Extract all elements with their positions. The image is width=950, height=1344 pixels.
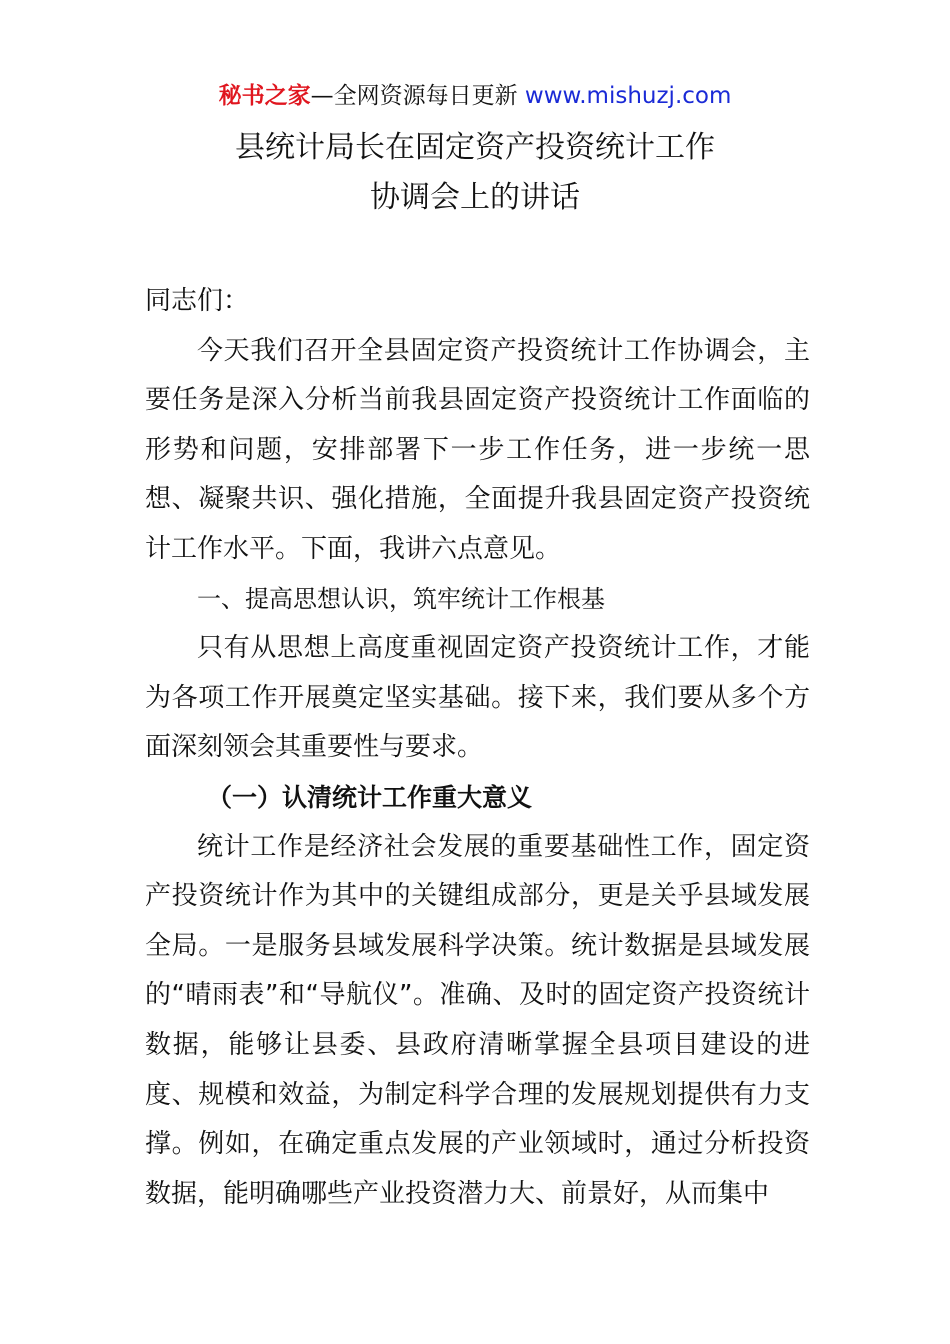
- document-title-line-2: 协调会上的讲话: [370, 180, 580, 215]
- header-tagline: —全网资源每日更新: [310, 83, 518, 109]
- paragraph-section-1: 只有从思想上高度重视固定资产投资统计工作，才能为各项工作开展奠定坚实基础。接下来，我们要从多个方面深刻领会其重要性与要求。: [145, 633, 810, 763]
- site-url-link[interactable]: www.mishuzj.com: [524, 83, 732, 109]
- greeting: 同志们：: [145, 286, 250, 316]
- paragraph-subsection-1: 统计工作是经济社会发展的重要基础性工作，固定资产投资统计作为其中的关键组成部分，更是关乎县域发展全局。一是服务县域发展科学决策。统计数据是县域发展的“晴雨表”和“导航仪”。准确、及时的固定资产投资统计数据，能够让县委、县政府清晰掌握全县项目建设的进度、规模和效益，为制定科学合理的发展规划提供有力支撑。例如，在确定重点发展的产业领域时，通过分析投资数据，能明确哪些产业投资潜力大、前景好，从而集中: [145, 831, 810, 1209]
- brand-name: 秘书之家: [218, 83, 311, 109]
- paragraph-intro: 今天我们召开全县固定资产投资统计工作协调会，主要任务是深入分析当前我县固定资产投资统计工作面临的形势和问题，安排部署下一步工作任务，进一步统一思想、凝聚共识、强化措施，全面提升我县固定资产投资统计工作水平。下面，我讲六点意见。: [145, 335, 810, 564]
- site-header: [0, 80, 950, 112]
- document-body: [145, 277, 810, 1219]
- section-heading-1: 一、提高思想认识，筑牢统计工作根基: [197, 584, 605, 613]
- subsection-heading-1: （一）认清统计工作重大意义: [207, 782, 533, 812]
- document-title-line-1: 县统计局长在固定资产投资统计工作: [235, 130, 715, 165]
